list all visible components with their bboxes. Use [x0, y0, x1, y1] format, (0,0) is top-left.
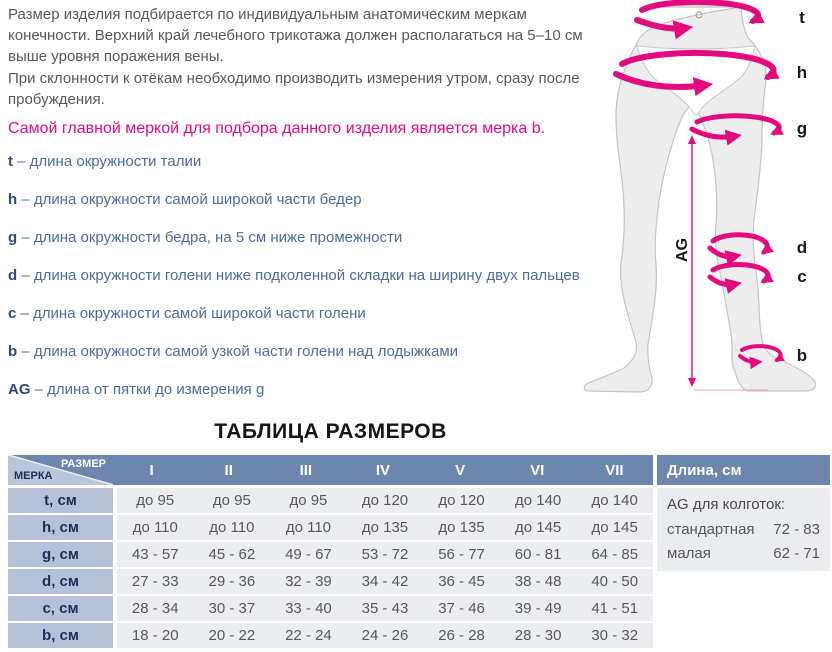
- size-cell: до 95: [136, 492, 175, 509]
- size-cell: 30 - 32: [591, 627, 639, 644]
- measurement-desc: – длина окружности талии: [13, 153, 202, 170]
- size-row-label: b, см: [8, 623, 113, 648]
- size-cell: до 120: [361, 492, 409, 509]
- size-cell: 33 - 40: [285, 600, 332, 617]
- size-cell: 60 - 81: [514, 546, 562, 563]
- size-table-rows: [8, 488, 653, 648]
- size-column-header: VII: [605, 461, 624, 479]
- measurement-item: [8, 379, 628, 400]
- measurement-item: [8, 189, 628, 210]
- measurement-item: [8, 341, 628, 362]
- length-row: [667, 521, 820, 538]
- measurement-key: g: [8, 229, 18, 246]
- size-cell: 30 - 37: [208, 600, 256, 617]
- size-cell: 24 - 26: [361, 627, 409, 644]
- size-cell: 39 - 49: [514, 600, 562, 617]
- size-row-label: h, см: [8, 515, 113, 540]
- size-cell: 36 - 45: [438, 573, 485, 590]
- size-cell: 45 - 62: [208, 546, 256, 563]
- length-table-header: Длина, см: [657, 455, 830, 485]
- measurement-desc: – длина окружности самой узкой части голени над лодыжками: [17, 343, 459, 360]
- size-cell: до 110: [132, 519, 178, 536]
- size-column-header: III: [299, 461, 313, 479]
- size-table-row: [8, 488, 653, 513]
- size-table-header: [8, 455, 653, 485]
- size-column-header: I: [149, 461, 154, 479]
- size-table-row: [8, 569, 653, 594]
- diagram-label-d: d: [796, 238, 808, 257]
- length-row-value: 72 - 83: [773, 521, 820, 538]
- size-cell: до 120: [438, 492, 485, 509]
- measurement-key: b: [8, 343, 18, 360]
- size-cell: 38 - 48: [514, 573, 562, 590]
- measurement-item: [8, 265, 628, 286]
- size-cell: до 110: [209, 519, 255, 536]
- size-cell: 43 - 57: [131, 546, 179, 563]
- size-row-values: [117, 623, 653, 648]
- size-row-values: [117, 569, 653, 594]
- length-table-rows: [667, 521, 820, 562]
- size-cell: 28 - 34: [131, 600, 179, 617]
- size-cell: 18 - 20: [131, 627, 179, 644]
- measurement-item: [8, 151, 628, 172]
- length-row: [667, 545, 820, 562]
- corner-size-label: РАЗМЕР: [60, 458, 106, 470]
- measurement-key: c: [8, 305, 17, 322]
- size-cell: 27 - 33: [131, 573, 179, 590]
- size-column-header: V: [455, 461, 466, 479]
- size-cell: 40 - 50: [591, 573, 639, 590]
- highlight-note: Самой главной меркой для подбора данного изделия является мерка b.: [8, 120, 546, 137]
- length-table: [657, 455, 830, 571]
- diagram-label-b: b: [796, 346, 808, 365]
- size-table-row: [8, 542, 653, 567]
- measurement-desc: – длина окружности самой широкой части голени: [16, 305, 366, 322]
- measurement-list: [8, 151, 628, 417]
- size-cell: 22 - 24: [285, 627, 332, 644]
- size-table-row: [8, 515, 653, 540]
- size-cell: до 145: [591, 519, 638, 536]
- size-column-header: IV: [375, 461, 391, 479]
- diagram-label-g: g: [796, 119, 808, 138]
- size-row-label: g, см: [8, 542, 113, 567]
- size-cell: до 110: [285, 519, 332, 536]
- size-cell: 56 - 77: [438, 546, 485, 563]
- size-cell: до 140: [591, 492, 638, 509]
- size-cell: 53 - 72: [361, 546, 409, 563]
- size-table-corner-cell: [8, 455, 113, 485]
- size-table-row: [8, 623, 653, 648]
- corner-merka-label: МЕРКА: [14, 470, 53, 482]
- size-cell: до 140: [514, 492, 562, 509]
- size-row-values: [117, 542, 653, 567]
- size-cell: до 145: [514, 519, 562, 536]
- size-column-header: VI: [530, 461, 545, 479]
- size-cell: 29 - 36: [208, 573, 256, 590]
- size-cell: 49 - 67: [285, 546, 332, 563]
- size-column-header: II: [224, 461, 233, 479]
- measurement-key: h: [8, 191, 18, 208]
- size-cell: до 95: [289, 492, 328, 509]
- size-table: [8, 455, 653, 648]
- measurement-desc: – длина окружности самой широкой части бедер: [17, 191, 362, 208]
- size-table-title: ТАБЛИЦА РАЗМЕРОВ: [214, 420, 447, 443]
- size-row-values: [117, 488, 653, 513]
- size-table-row: [8, 596, 653, 621]
- measurement-desc: – длина окружности бедра, на 5 см ниже промежности: [17, 229, 403, 246]
- measurement-desc: – длина окружности голени ниже подколенной складки на ширину двух пальцев: [17, 267, 580, 284]
- diagram-label-c: c: [797, 267, 807, 286]
- size-cell: до 95: [212, 492, 251, 509]
- size-cell: 28 - 30: [514, 627, 562, 644]
- size-cell: 37 - 46: [438, 600, 485, 617]
- length-table-body: [657, 488, 830, 571]
- intro-paragraph-2: При склонности к отёкам необходимо производить измерения утром, сразу после пробуждения.: [8, 70, 580, 108]
- size-cell: 64 - 85: [591, 546, 639, 563]
- size-row-label: d, см: [8, 569, 113, 594]
- size-cell: 41 - 51: [591, 600, 639, 617]
- measurement-key: d: [8, 267, 18, 284]
- measurement-key: t: [8, 153, 13, 170]
- size-row-label: c, см: [8, 596, 113, 621]
- length-table-subtitle: AG для колготок:: [667, 496, 786, 513]
- measurement-desc: – длина от пятки до измерения g: [30, 381, 265, 398]
- size-cell: до 135: [438, 519, 485, 536]
- size-cell: 34 - 42: [361, 573, 409, 590]
- size-row-values: [117, 515, 653, 540]
- length-row-value: 62 - 71: [773, 545, 820, 562]
- intro-paragraph-1: Размер изделия подбирается по индивидуальным анатомическим меркам конечности. Верхний край лечебного трикотажа должен располагаться на 5–10 см выше уровня поражения вены.: [8, 6, 583, 65]
- ag-label: AG: [674, 238, 691, 262]
- size-cell: 32 - 39: [285, 573, 332, 590]
- diagram-label-h: h: [796, 63, 808, 82]
- size-cell: 26 - 28: [438, 627, 485, 644]
- length-row-label: стандартная: [667, 521, 755, 538]
- size-cell: 20 - 22: [208, 627, 256, 644]
- body-measurement-diagram: [575, 0, 832, 410]
- measurement-item: [8, 303, 628, 324]
- size-row-values: [117, 596, 653, 621]
- diagram-label-t: t: [799, 8, 805, 27]
- length-row-label: малая: [667, 545, 711, 562]
- size-cell: 35 - 43: [361, 600, 409, 617]
- size-cell: до 135: [361, 519, 409, 536]
- measurement-item: [8, 227, 628, 248]
- measurement-key: AG: [8, 381, 31, 398]
- size-row-label: t, см: [8, 488, 113, 513]
